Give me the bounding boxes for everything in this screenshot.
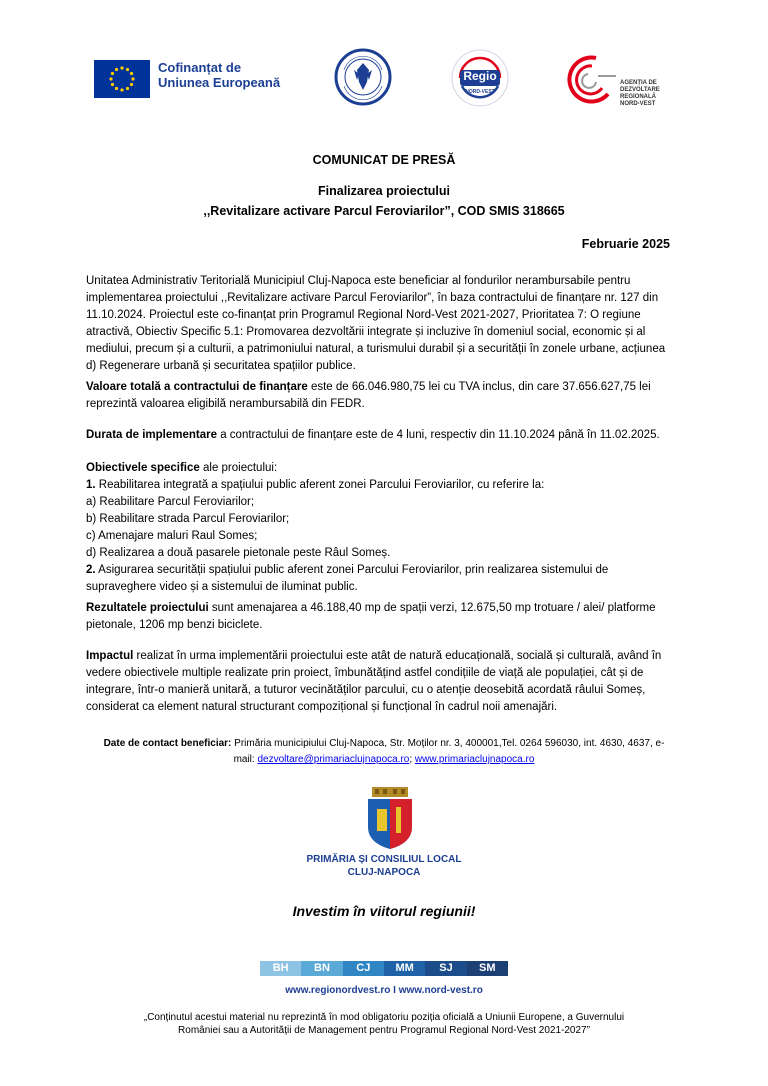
objective-2-line2: supraveghere video și a sistemului de iluminat public. — [86, 581, 358, 593]
romanian-government-seal-logo — [334, 48, 392, 106]
contact-label: Date de contact beneficiar: — [103, 738, 232, 749]
county-strip — [260, 961, 508, 976]
contact-website-link[interactable]: www.primariaclujnapoca.ro — [414, 754, 535, 765]
county-sm: SM — [467, 961, 508, 976]
objective-b: b) Reabilitare strada Parcul Feroviarilor; — [86, 513, 290, 525]
objective-1-text: Reabilitarea integrată a spațiului public aferent zonei Parcului Feroviarilor, cu referire la: — [95, 479, 545, 491]
intro-line: 11.10.2024. Proiectul este co-finanțat prin Programul Regional Nord-Vest 2021-2027, Prioritatea 7: O regiune — [86, 309, 641, 321]
objective-c: c) Amenajare maluri Raul Somes; — [86, 530, 258, 542]
project-subtitle-line2: ,,Revitalizare activare Parcul Feroviarilor”, COD SMIS 318665 — [203, 204, 565, 218]
contact-mail-prefix: mail: — [233, 754, 258, 765]
regio-brand-text: Regio — [463, 69, 497, 83]
adr-line3: NORD-VEST — [620, 101, 656, 107]
objective-a: a) Reabilitare Parcul Feroviarilor; — [86, 496, 255, 508]
intro-line: implementarea proiectului ,,Revitalizare activare Parcul Feroviarilor”, în baza contractului de finanțare nr. 127 din — [86, 292, 659, 304]
county-cj: CJ — [343, 961, 384, 976]
impact-line: considerat ca element natural structurant compozițional și funcțional în cadrul noii amenajări. — [86, 701, 558, 713]
results-label: Rezultatele proiectului — [86, 602, 209, 614]
contact-separator: ; — [409, 754, 415, 765]
results-text: sunt amenajarea a 46.188,40 mp de spații verzi, 12.675,50 mp trotuare / alei/ platforme — [208, 602, 656, 614]
duration-text: a contractului de finanțare este de 4 luni, respectiv din 11.10.2024 până în 11.02.2025. — [217, 429, 660, 441]
county-mm: MM — [384, 961, 425, 976]
objectives-section — [86, 460, 684, 596]
intro-line: d) Regenerare urbană și securitatea spațiilor publice. — [86, 360, 356, 372]
total-value-text: este de 66.046.980,75 lei cu TVA inclus, din care 37.656.627,75 lei — [307, 381, 651, 393]
objective-2-text: Asigurarea securității spațiului public aferent zonei Parcului Feroviarilor, prin realizarea sistemului de — [95, 564, 609, 576]
duration-label: Durata de implementare — [86, 429, 218, 441]
intro-line: Unitatea Administrativ Teritorială Municipiul Cluj-Napoca este beneficiar al fondurilor nerambursabile pentru — [86, 275, 631, 287]
release-date: Februarie 2025 — [581, 237, 670, 251]
objective-d: d) Realizarea a două pasarele pietonale peste Râul Someș. — [86, 547, 391, 559]
objective-1-number: 1. — [86, 479, 96, 491]
contact-block — [94, 736, 674, 768]
eu-line1: Cofinanțat de — [158, 60, 242, 75]
adr-text — [620, 80, 684, 108]
county-sj: SJ — [425, 961, 466, 976]
press-release-heading: COMUNICAT DE PRESĂ — [312, 153, 456, 167]
impact-line: vedere obiectivele multiple realizate prin proiect, îmbunătățind astfel condițiile de viață ale populației, cât și de — [86, 667, 644, 679]
contact-email-link[interactable]: dezvoltare@primariaclujnapoca.ro — [257, 754, 410, 765]
cluj-napoca-crest-logo — [362, 787, 418, 849]
total-value-paragraph — [86, 379, 684, 413]
impact-paragraph — [86, 648, 684, 716]
total-value-label: Valoare totală a contractului de finanțare — [86, 381, 308, 393]
total-value-line2: reprezintă valoarea eligibilă nerambursabilă din FEDR. — [86, 398, 365, 410]
disclaimer-line2: României sau a Autorității de Management pentru Programul Regional Nord-Vest 2021-2027” — [178, 1025, 590, 1036]
results-line2: pietonale, 1206 mp benzi biciclete. — [86, 619, 263, 631]
intro-line: mediului, precum și a culturii, a patrimoniului natural, a turismului durabil și a securității în zonele urbane, acțiunea — [86, 343, 666, 355]
disclaimer — [124, 1011, 644, 1037]
impact-label: Impactul — [86, 650, 134, 662]
crest-line2: CLUJ-NAPOCA — [347, 867, 421, 878]
objectives-text: ale proiectului: — [199, 462, 278, 474]
intro-paragraph — [86, 273, 684, 375]
county-bn: BN — [301, 961, 342, 976]
impact-line: integrare, într-o manieră unitară, a tuturor vecinătăților parcului, cu o atenție deosebită acordată râului Someș, — [86, 684, 646, 696]
duration-paragraph — [86, 427, 684, 444]
disclaimer-line1: „Conținutul acestui material nu reprezintă în mod obligatoriu poziția oficială a Uniunii Europene, a Guvernului — [143, 1012, 625, 1023]
header-logos — [94, 48, 684, 112]
contact-address: Primăria municipiului Cluj-Napoca, Str. Moților nr. 3, 400001,Tel. 0264 596030, int. 4630, 4637, e- — [231, 738, 665, 749]
crest-line1: PRIMĂRIA ȘI CONSILIUL LOCAL — [306, 854, 462, 865]
impact-text: realizat în urma implementării proiectului este atât de natură educațională, socială și culturală, având în — [133, 650, 662, 662]
intro-line: atractivă, Obiectiv Specific 5.1: Promovarea dezvoltării integrate și incluzive în domeniul social, economic și al — [86, 326, 646, 338]
eu-flag-logo — [94, 60, 150, 98]
eu-cofinanced-label — [158, 60, 280, 90]
county-bh: BH — [260, 961, 301, 976]
region-websites: www.regionordvest.ro I www.nord-vest.ro — [285, 985, 483, 996]
regio-sub-text: NORD-VEST — [465, 89, 495, 95]
adr-line1: AGENȚIA DE — [620, 80, 657, 86]
eu-line2: Uniunea Europeană — [158, 75, 281, 90]
adr-line2: DEZVOLTARE REGIONALĂ — [620, 87, 660, 100]
regio-nord-vest-logo — [450, 48, 510, 108]
objectives-label: Obiectivele specifice — [86, 462, 200, 474]
objective-2-number: 2. — [86, 564, 96, 576]
slogan: Investim în viitorul regiunii! — [292, 903, 476, 919]
results-paragraph — [86, 600, 684, 634]
project-subtitle-line1: Finalizarea proiectului — [318, 184, 450, 198]
